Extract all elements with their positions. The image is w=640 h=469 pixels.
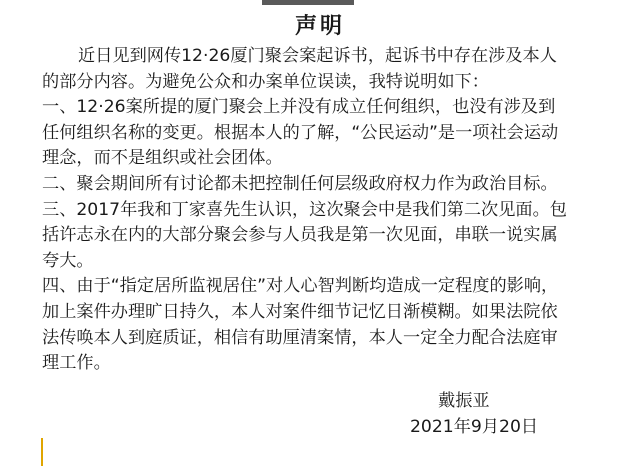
text-line: 理工作。 — [42, 353, 111, 374]
signature-date: 2021年9月20日 — [410, 417, 539, 437]
document-body — [42, 44, 602, 377]
text-line: 加上案件办理旷日持久，本人对案件细节记忆日渐模糊。如果法院依 — [42, 301, 558, 322]
top-decoration-bar — [262, 0, 354, 5]
text-line: 括许志永在内的大部分聚会参与人员我是第一次见面，串联一说实属 — [42, 225, 558, 246]
text-line: 二、聚会期间所有讨论都未把控制任何层级政府权力作为政治目标。 — [42, 173, 558, 194]
point-four-paragraph — [42, 274, 602, 376]
text-line: 三、2017年我和丁家喜先生认识，这次聚会中是我们第二次见面。包 — [42, 199, 567, 220]
point-one-paragraph — [42, 95, 602, 172]
text-line: 近日见到网传12·26厦门聚会案起诉书，起诉书中存在涉及本人 — [78, 46, 557, 66]
text-line: 四、由于“指定居所监视居住”对人心智判断均造成一定程度的影响， — [42, 276, 559, 297]
point-two-paragraph — [42, 172, 602, 198]
text-line: 夸大。 — [42, 250, 94, 271]
text-line: 任何组织名称的变更。根据本人的了解，“公民运动”是一项社会运动 — [42, 122, 559, 143]
document-title: 声明 — [294, 14, 345, 39]
text-line: 法传唤本人到庭质证，相信有助厘清案情，本人一定全力配合法庭审 — [42, 327, 558, 348]
intro-paragraph — [42, 44, 602, 95]
text-line: 理念，而不是组织或社会团体。 — [42, 148, 283, 169]
text-cursor — [41, 438, 43, 466]
text-line: 一、12·26案所提的厦门聚会上并没有成立任何组织，也没有涉及到 — [42, 97, 556, 118]
point-three-paragraph — [42, 198, 602, 275]
text-line: 的部分内容。为避免公众和办案单位误读，我特说明如下： — [42, 71, 489, 92]
signature-name: 戴振亚 — [438, 391, 490, 411]
